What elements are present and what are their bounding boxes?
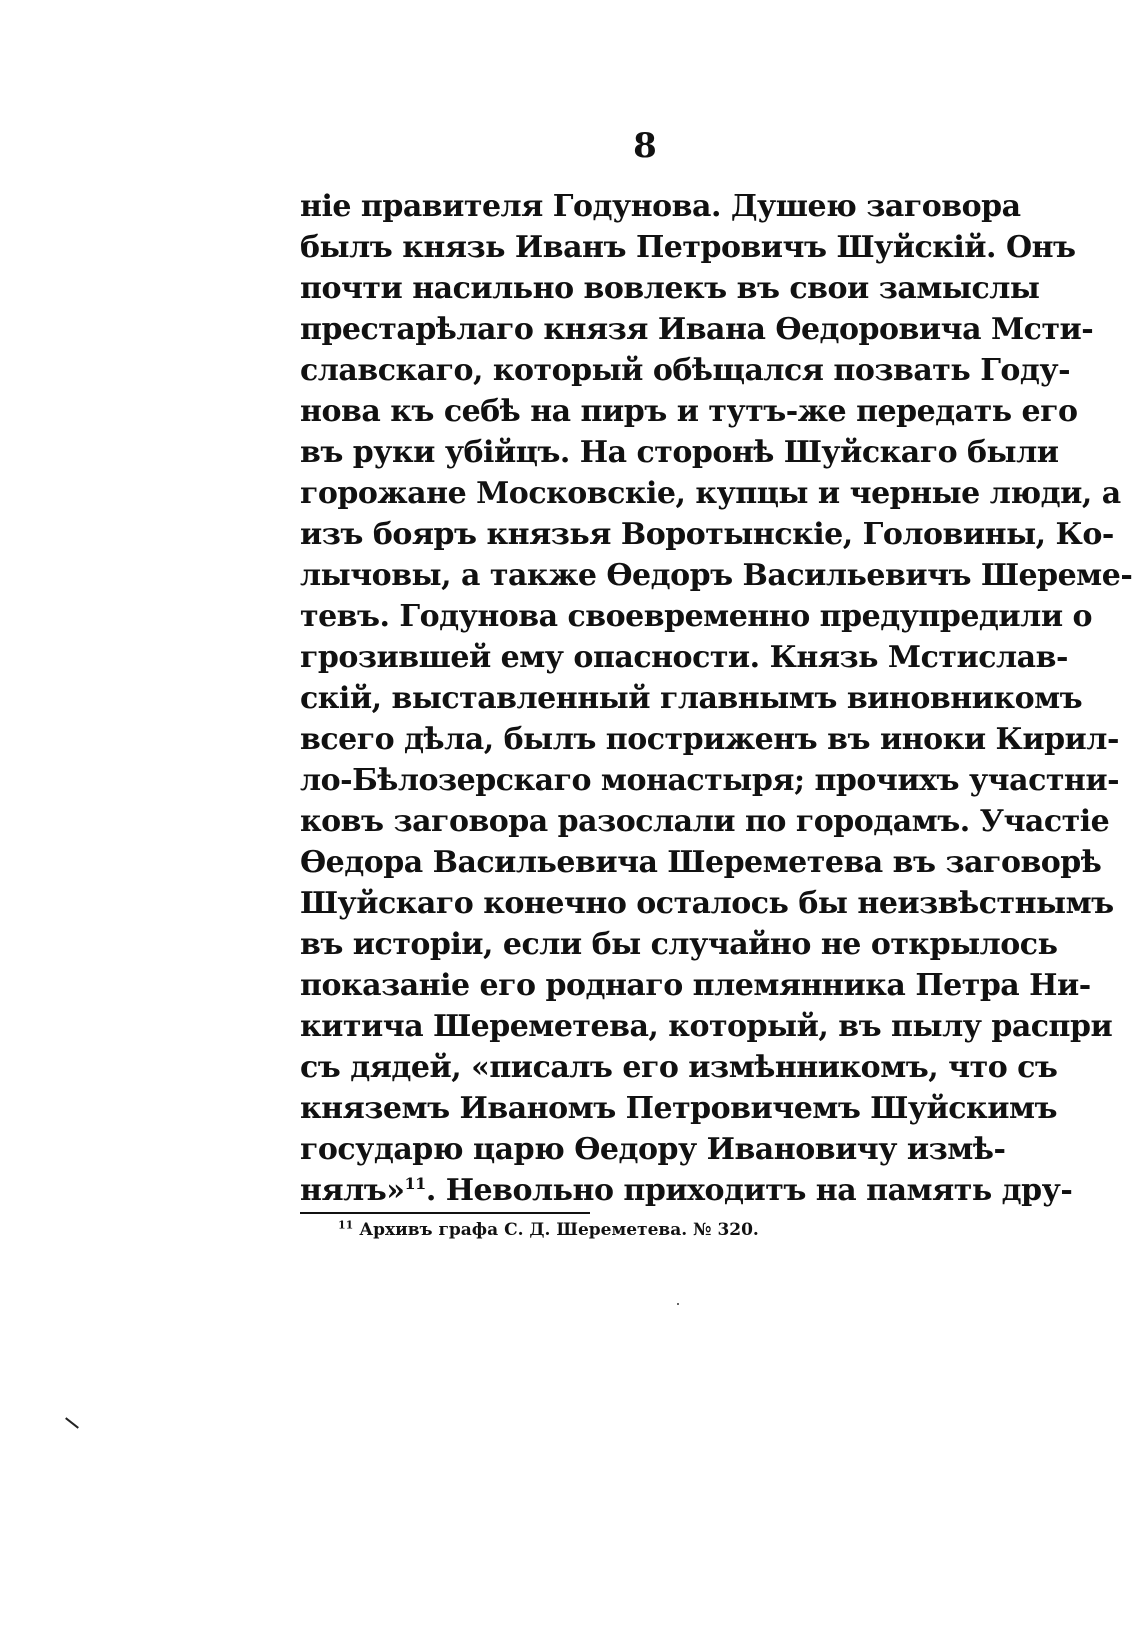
text-line: скій, выставленный главнымъ виновникомъ: [300, 681, 1083, 716]
text-line: горожане Московскіе, купцы и черные люди, а: [300, 476, 1121, 511]
text-line: Ѳедора Васильевича Шереметева въ заговорѣ: [300, 845, 1102, 880]
footnote: [338, 1220, 759, 1240]
text-line: лычовы, а также Ѳедоръ Васильевичъ Шереме-: [300, 558, 1133, 593]
text-line: былъ князь Иванъ Петровичъ Шуйскій. Онъ: [300, 230, 1076, 265]
text-line: ніе правителя Годунова. Душею заговора: [300, 189, 1021, 224]
text-line: почти насильно вовлекъ въ свои замыслы: [300, 271, 1040, 306]
text-line: грозившей ему опасности. Князь Мстислав-: [300, 640, 1068, 675]
text-line: ло-Бѣлозерскаго монастыря; прочихъ участни-: [300, 763, 1120, 798]
footnote-number: 11: [338, 1218, 354, 1232]
text-line: престарѣлаго князя Ивана Ѳедоровича Мсти-: [300, 312, 1094, 347]
text-line: съ дядей, «писалъ его измѣнникомъ, что съ: [300, 1050, 1058, 1085]
text-line: китича Шереметева, который, въ пылу распри: [300, 1009, 1113, 1044]
text-line-last-end: . Невольно приходитъ на память дру-: [425, 1173, 1073, 1208]
text-line: всего дѣла, былъ постриженъ въ иноки Кирил-: [300, 722, 1119, 757]
text-line: ковъ заговора разослали по городамъ. Участіе: [300, 804, 1110, 839]
footnote-reference[interactable]: 11: [404, 1174, 426, 1193]
text-line: княземъ Иваномъ Петровичемъ Шуйскимъ: [300, 1091, 1058, 1126]
text-line: показаніе его роднаго племянника Петра Ни-: [300, 968, 1091, 1003]
text-line: въ руки убійцъ. На сторонѣ Шуйскаго были: [300, 435, 1059, 470]
footnote-text: Архивъ графа С. Д. Шереметева. № 320.: [353, 1220, 759, 1240]
scan-speck: [677, 1303, 679, 1305]
text-line: славскаго, который обѣщался позвать Году-: [300, 353, 1071, 388]
text-line: изъ бояръ князья Воротынскіе, Головины, Ко-: [300, 517, 1114, 552]
text-line: нова къ себѣ на пиръ и тутъ-же передать его: [300, 394, 1078, 429]
footnote-divider: [300, 1212, 590, 1214]
body-text: [300, 186, 1133, 1211]
scan-mark: [65, 1417, 79, 1428]
page-number: 8: [633, 126, 657, 166]
text-line-last: [300, 1170, 1073, 1211]
text-line: государю царю Ѳедору Ивановичу измѣ-: [300, 1132, 1006, 1167]
text-line: тевъ. Годунова своевременно предупредили о: [300, 599, 1093, 634]
text-line-last-start: нялъ»: [300, 1173, 405, 1208]
text-line: Шуйскаго конечно осталось бы неизвѣстнымъ: [300, 886, 1114, 921]
text-line: въ исторіи, если бы случайно не открылось: [300, 927, 1058, 962]
